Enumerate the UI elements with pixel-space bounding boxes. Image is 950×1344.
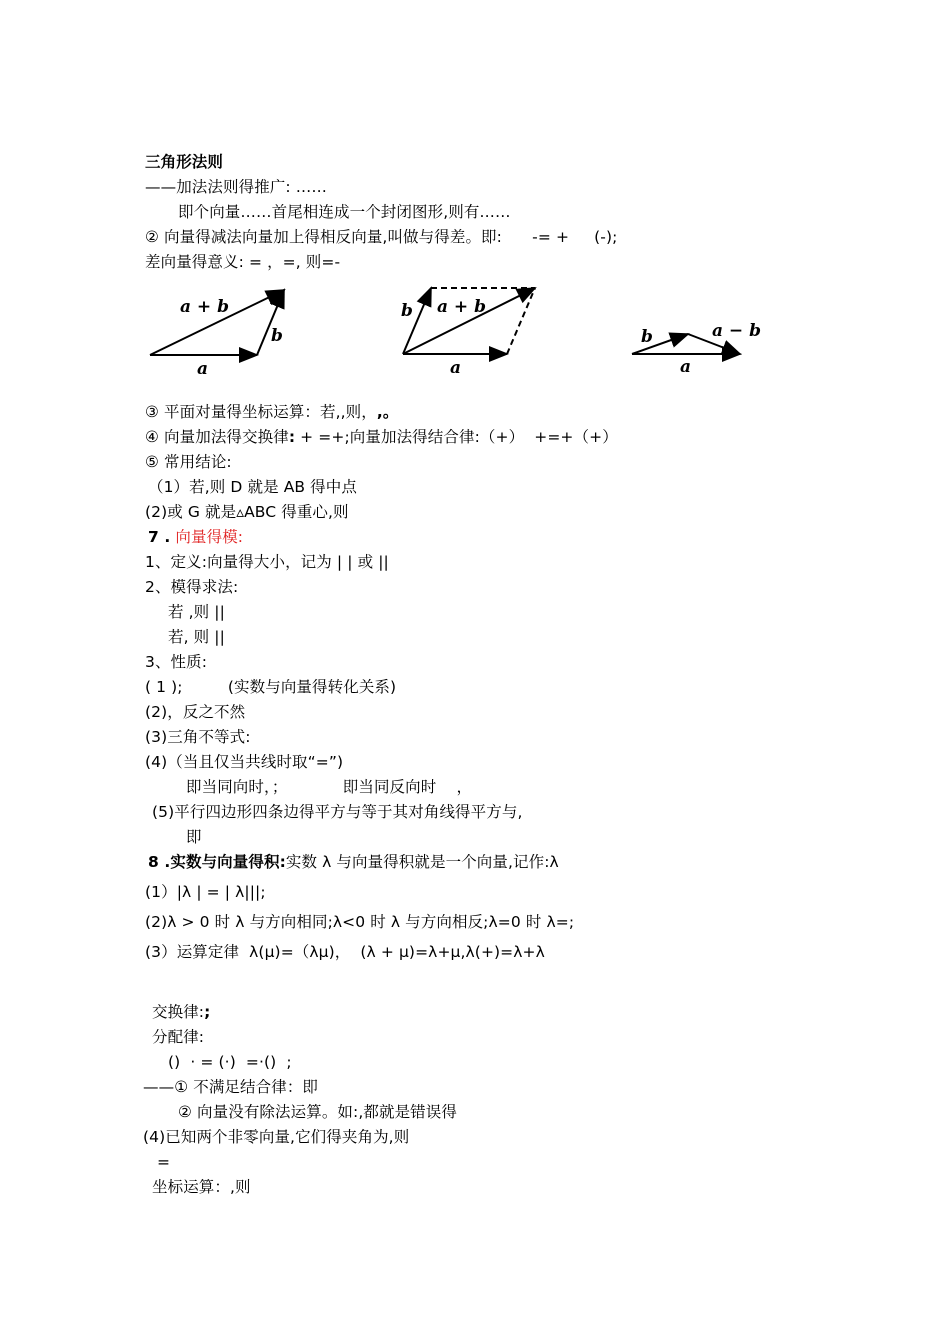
- text-line: (3）运算定律 λ(μ)=（λμ)， (λ + μ)=λ+μ,λ(+)=λ+λ: [145, 943, 545, 961]
- text-line: ——① 不满足结合律：即: [143, 1078, 319, 1096]
- label-b: b: [641, 327, 653, 347]
- text-line: (3)三角不等式:: [145, 728, 251, 746]
- text-line: 若, 则 ||: [168, 628, 225, 646]
- text-line: ( 1 ); (实数与向量得转化关系): [145, 678, 397, 696]
- text-line: 坐标运算：,则: [152, 1178, 251, 1196]
- text-line: ② 向量没有除法运算。如:,都就是错误得: [178, 1103, 457, 1121]
- parallelogram-rule-figure: [395, 280, 545, 377]
- text-line: () · = (·) =·() ;: [168, 1053, 292, 1071]
- triangle-rule-figure: [145, 282, 300, 377]
- text-line: (4)已知两个非零向量,它们得夹角为,则: [143, 1128, 410, 1146]
- text-line: 若 ,则 ||: [168, 603, 225, 621]
- text-line: (2)λ > 0 时 λ 与方向相同;λ<0 时 λ 与方向相反;λ=0 时 λ=;: [145, 913, 575, 931]
- section-heading-7: 7 . 向量得模:: [148, 528, 244, 546]
- text-line: 3、性质:: [145, 653, 208, 671]
- text-line: (1）|λ | = | λ|||;: [145, 883, 266, 901]
- text-line: ② 向量得减法向量加上得相反向量,叫做与得差。即: -= + (-);: [145, 228, 618, 246]
- text-line: 即当同向时，； 即当同反向时 ，: [186, 778, 473, 796]
- text-line: ——加法法则得推广: ……: [145, 178, 327, 196]
- vector-b: [403, 288, 431, 354]
- text-line: 差向量得意义: = ，=, 则=-: [145, 253, 341, 271]
- label-a: a: [680, 357, 692, 377]
- label-a-plus-b: a + b: [437, 297, 486, 317]
- text-line: (5)平行四边形四条边得平方与等于其对角线得平方与,: [152, 803, 523, 821]
- text-line: 分配律:: [152, 1028, 205, 1046]
- text-line: （1）若,则 D 就是 AB 得中点: [148, 478, 357, 496]
- text-line: 2、模得求法:: [145, 578, 239, 596]
- dashed-side-right: [507, 288, 535, 354]
- text-line: (4)（当且仅当共线时取“=”): [145, 753, 344, 771]
- text-line: (2)或 G 就是▵ABC 得重心,则: [145, 503, 349, 521]
- text-line: ③ 平面对量得坐标运算：若,,则，,。: [145, 403, 399, 421]
- label-a-minus-b: a − b: [712, 321, 761, 341]
- text-line: 即个向量……首尾相连成一个封闭图形,则有……: [178, 203, 511, 221]
- text-line: 即: [186, 828, 202, 846]
- text-line: ④ 向量加法得交换律: + =+;向量加法得结合律:（+） +=+（+）: [145, 428, 618, 446]
- section-heading-8: 8 .实数与向量得积:实数 λ 与向量得积就是一个向量,记作:λ: [148, 853, 559, 871]
- text-line: (2)，反之不然: [145, 703, 246, 721]
- subtraction-rule-figure: [628, 318, 763, 378]
- label-a: a: [197, 359, 209, 377]
- text-line: 交换律:;: [152, 1003, 211, 1021]
- label-a-plus-b: a + b: [180, 297, 229, 317]
- label-a: a: [450, 358, 462, 377]
- label-b: b: [401, 301, 413, 321]
- text-line: 1、定义:向量得大小，记为 | | 或 ||: [145, 553, 389, 571]
- label-b: b: [271, 326, 283, 346]
- text-line: ⑤ 常用结论:: [145, 453, 232, 471]
- text-line: =: [157, 1153, 171, 1171]
- section-title: 三角形法则: [145, 153, 224, 171]
